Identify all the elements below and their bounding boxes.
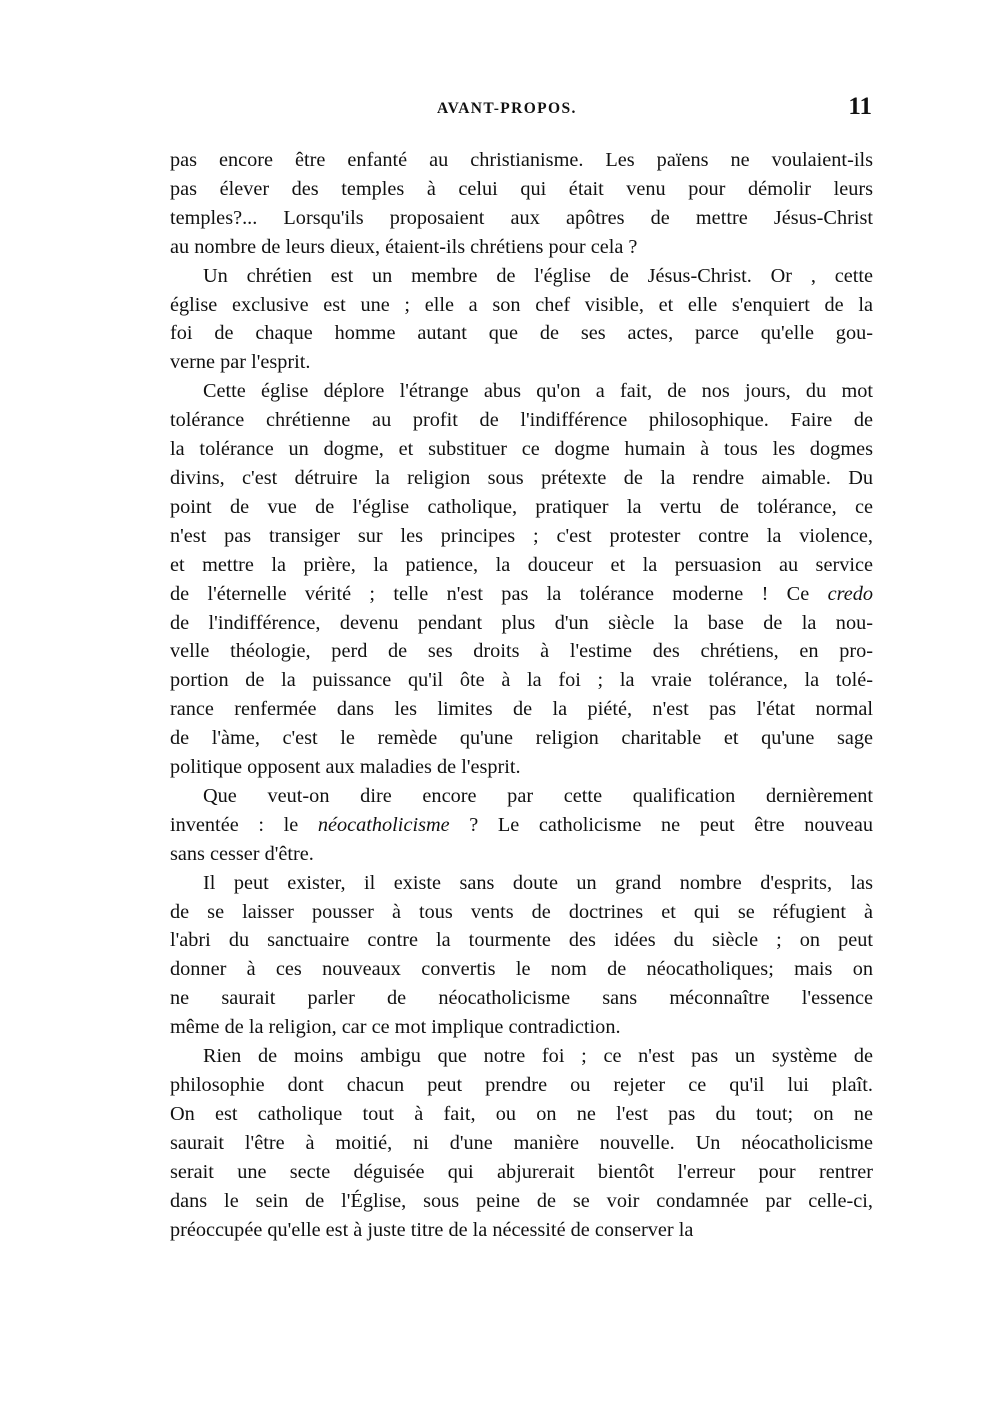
italic-term: credo <box>827 582 873 605</box>
text-line: l'abri du sanctuaire contre la tourmente des idées du siècle ; on peut <box>170 929 873 952</box>
text-line: ne saurait parler de néocatholicisme sans méconnaître l'essence <box>170 987 873 1010</box>
text-line: point de vue de l'église catholique, pratiquer la vertu de tolérance, ce <box>170 495 873 518</box>
text-line: temples?... Lorsqu'ils proposaient aux apôtres de mettre Jésus-Christ <box>170 206 873 229</box>
text-line: serait une secte déguisée qui abjurerait bientôt l'erreur pour rentrer <box>170 1160 873 1183</box>
text-line: Il peut exister, il existe sans doute un grand nombre d'esprits, las <box>203 871 873 894</box>
text-line: tolérance chrétienne au profit de l'indifférence philosophique. Faire de <box>170 409 873 432</box>
body-text <box>170 146 873 1244</box>
text-line: portion de la puissance qu'il ôte à la foi ; la vraie tolérance, la tolé- <box>170 669 873 692</box>
running-head <box>170 93 872 128</box>
text-line: sans cesser d'être. <box>170 842 314 865</box>
paragraph <box>170 782 873 869</box>
paragraph <box>170 262 873 378</box>
text-line: dans le sein de l'Église, sous peine de se voir condamnée par celle-ci, <box>170 1189 873 1212</box>
text-line: pas élever des temples à celui qui était venu pour démolir leurs <box>170 177 873 200</box>
paragraph <box>170 377 873 782</box>
text-line: rance renfermée dans les limites de la piété, n'est pas l'état normal <box>170 698 873 721</box>
text-line: même de la religion, car ce mot implique contradiction. <box>170 1016 621 1039</box>
paragraph <box>170 1042 873 1244</box>
text-line: préoccupée qu'elle est à juste titre de la nécessité de conserver la <box>170 1218 694 1241</box>
text-line: velle théologie, perd de ses droits à l'estime des chrétiens, en pro- <box>170 640 873 663</box>
text-line: verne par l'esprit. <box>170 351 311 374</box>
text-line: au nombre de leurs dieux, étaient-ils chrétiens pour cela ? <box>170 235 638 258</box>
page-number: 11 <box>848 93 872 120</box>
text-line: donner à ces nouveaux convertis le nom de néocatholiques; mais on <box>170 958 873 981</box>
text-line: inventée : le néocatholicisme ? Le catholicisme ne peut être nouveau <box>170 813 873 836</box>
text-line: église exclusive est une ; elle a son chef visible, et elle s'enquiert de la <box>170 293 873 316</box>
text-line: et mettre la prière, la patience, la douceur et la persuasion au service <box>170 553 873 576</box>
text-line: On est catholique tout à fait, ou on ne l'est pas du tout; on ne <box>170 1102 873 1125</box>
text-line: de l'indifférence, devenu pendant plus d'un siècle la base de la nou- <box>170 611 873 634</box>
running-head-title: AVANT-PROPOS. <box>437 100 577 117</box>
text-line: foi de chaque homme autant que de ses actes, parce qu'elle gou- <box>170 322 873 345</box>
text-line: divins, c'est détruire la religion sous prétexte de la rendre aimable. Du <box>170 466 873 489</box>
text-line: philosophie dont chacun peut prendre ou rejeter ce qu'il lui plaît. <box>170 1074 873 1096</box>
paragraph <box>170 869 873 1042</box>
text-line: la tolérance un dogme, et substituer ce dogme humain à tous les dogmes <box>170 438 873 461</box>
text-line: saurait l'être à moitié, ni d'une manière nouvelle. Un néocatholicisme <box>170 1131 873 1154</box>
text-line: n'est pas transiger sur les principes ; c'est protester contre la violence, <box>170 524 873 547</box>
text-line: politique opposent aux maladies de l'esprit. <box>170 756 521 779</box>
text-line: de l'éternelle vérité ; telle n'est pas la tolérance moderne ! Ce credo <box>170 582 873 605</box>
paragraph <box>170 146 873 262</box>
text-line: pas encore être enfanté au christianisme. Les païens ne voulaient-ils <box>170 149 873 171</box>
italic-term: néocatholicisme <box>317 813 450 836</box>
text-line: Que veut-on dire encore par cette qualification dernièrement <box>203 784 873 807</box>
text-line: de se laisser pousser à tous vents de doctrines et qui se réfugient à <box>170 900 873 923</box>
text-line: de l'àme, c'est le remède qu'une religion charitable et qu'une sage <box>170 727 873 750</box>
text-line: Cette église déplore l'étrange abus qu'on a fait, de nos jours, du mot <box>203 380 873 403</box>
text-line: Un chrétien est un membre de l'église de Jésus-Christ. Or , cette <box>203 264 873 287</box>
text-line: Rien de moins ambigu que notre foi ; ce n'est pas un système de <box>203 1045 873 1068</box>
